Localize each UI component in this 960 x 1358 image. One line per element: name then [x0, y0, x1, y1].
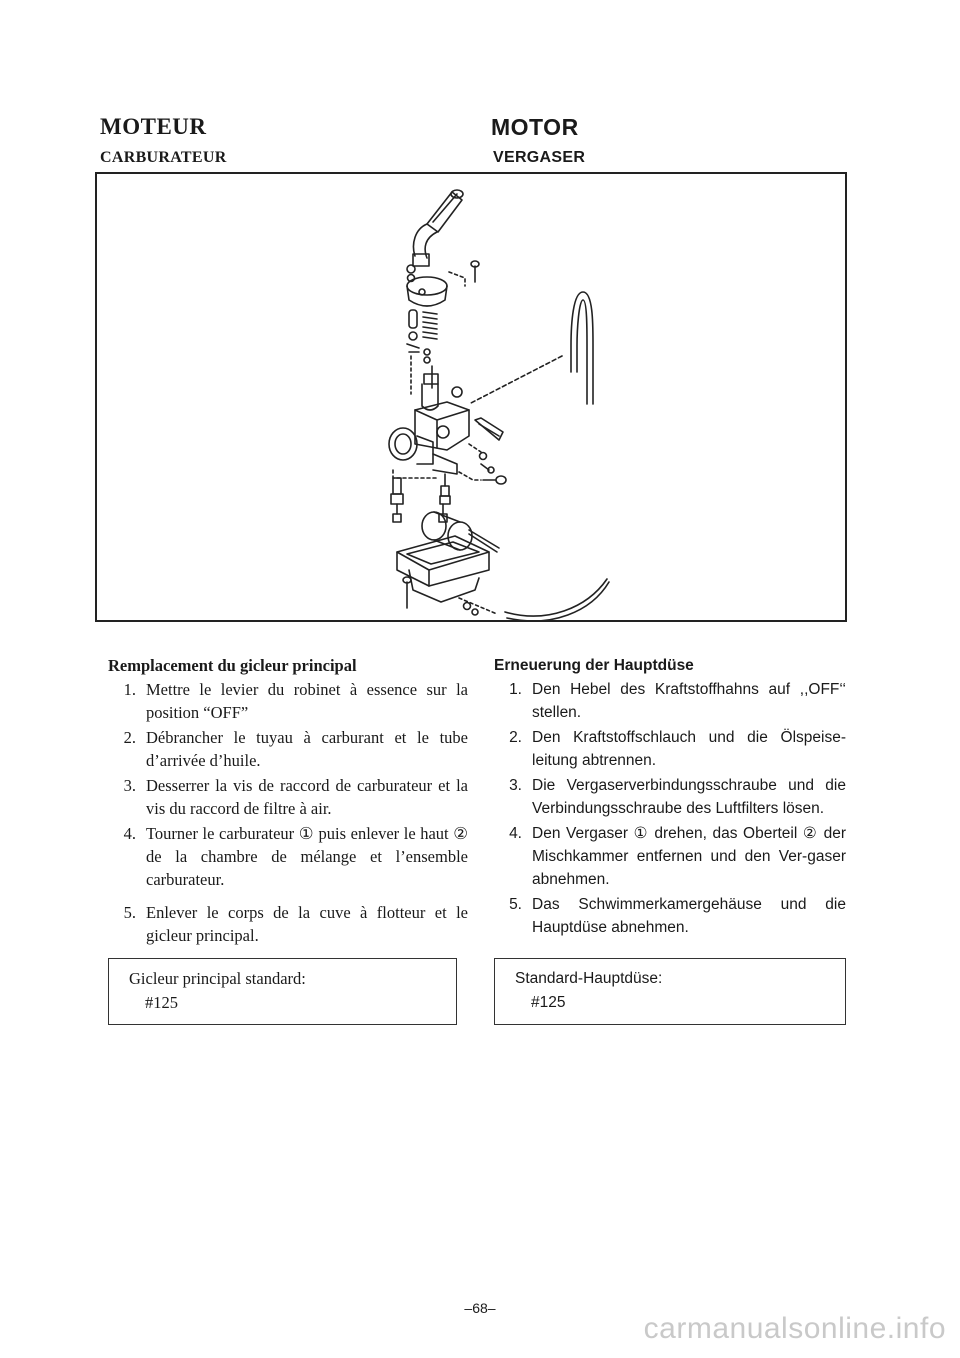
step-number: 1.: [123, 680, 136, 699]
list-item: [494, 774, 846, 820]
step-number: 5.: [509, 896, 522, 913]
carburetor-exploded-diagram: [95, 172, 847, 622]
list-item: [494, 726, 846, 772]
step-number: 3.: [509, 777, 522, 794]
spec-value-fr: #125: [145, 993, 178, 1012]
list-item: [108, 726, 468, 772]
page-subtitle-fr: CARBURATEUR: [100, 149, 227, 166]
spec-box-fr: [108, 958, 457, 1025]
step-text: Das Schwimmerkamergehäuse und die Hauptdüse abnehmen.: [532, 896, 846, 936]
step-number: 2.: [509, 729, 522, 746]
step-number: 5.: [123, 903, 136, 922]
page-title-de: MOTOR: [491, 114, 579, 140]
watermark: carmanualsonline.info: [643, 1312, 946, 1345]
spec-box-de: [494, 958, 846, 1025]
step-text: Mettre le levier du robinet à essence sur la position “OFF”: [146, 680, 468, 722]
step-text: Den Hebel des Kraftstoffhahns auf ,,OFF‘‘ stellen.: [532, 681, 846, 721]
step-text: Desserrer la vis de raccord de carburateur et la vis du raccord de filtre à air.: [146, 776, 468, 818]
list-item: [108, 901, 468, 947]
step-number: 2.: [123, 728, 136, 747]
list-item: [494, 893, 846, 939]
step-number: 4.: [123, 824, 136, 843]
page-number: –68–: [464, 1300, 496, 1316]
step-number: 3.: [123, 776, 136, 795]
step-text: Tourner le carburateur ① puis enlever le haut ② de la chambre de mélange et l’ensemble carburateur.: [146, 824, 468, 889]
page-subtitle-de: VERGASER: [493, 149, 586, 166]
steps-list-de: [494, 678, 846, 939]
list-item: [108, 774, 468, 820]
spec-value-de: #125: [531, 994, 566, 1011]
section-title-de: Erneuerung der Hauptdüse: [494, 657, 694, 674]
step-text: Débrancher le tuyau à carburant et le tube d’arrivée d’huile.: [146, 728, 468, 770]
procedure-de: [494, 654, 846, 941]
spec-label-fr: Gicleur principal standard:: [129, 969, 306, 988]
page-title-fr: MOTEUR: [100, 114, 207, 139]
step-text: Den Kraftstoffschlauch und die Ölspeise-leitung abtrennen.: [532, 729, 846, 769]
steps-list-fr: [108, 678, 468, 947]
carburetor-exploded-drawing: [97, 174, 849, 624]
step-number: 4.: [509, 825, 522, 842]
section-title-fr: Remplacement du gicleur principal: [108, 656, 357, 675]
step-text: Enlever le corps de la cuve à flotteur et le gicleur principal.: [146, 903, 468, 945]
spec-label-de: Standard-Hauptdüse:: [515, 970, 663, 987]
list-item: [108, 822, 468, 891]
step-text: Den Vergaser ① drehen, das Oberteil ② der Mischkammer entfernen und den Ver-gaser abnehmen.: [532, 825, 846, 888]
list-item: [494, 822, 846, 891]
step-text: Die Vergaserverbindungsschraube und die Verbindungsschraube des Luftfilters lösen.: [532, 777, 846, 817]
step-number: 1.: [509, 681, 522, 698]
list-item: [494, 678, 846, 724]
procedure-fr: [108, 654, 468, 949]
list-item: [108, 678, 468, 724]
